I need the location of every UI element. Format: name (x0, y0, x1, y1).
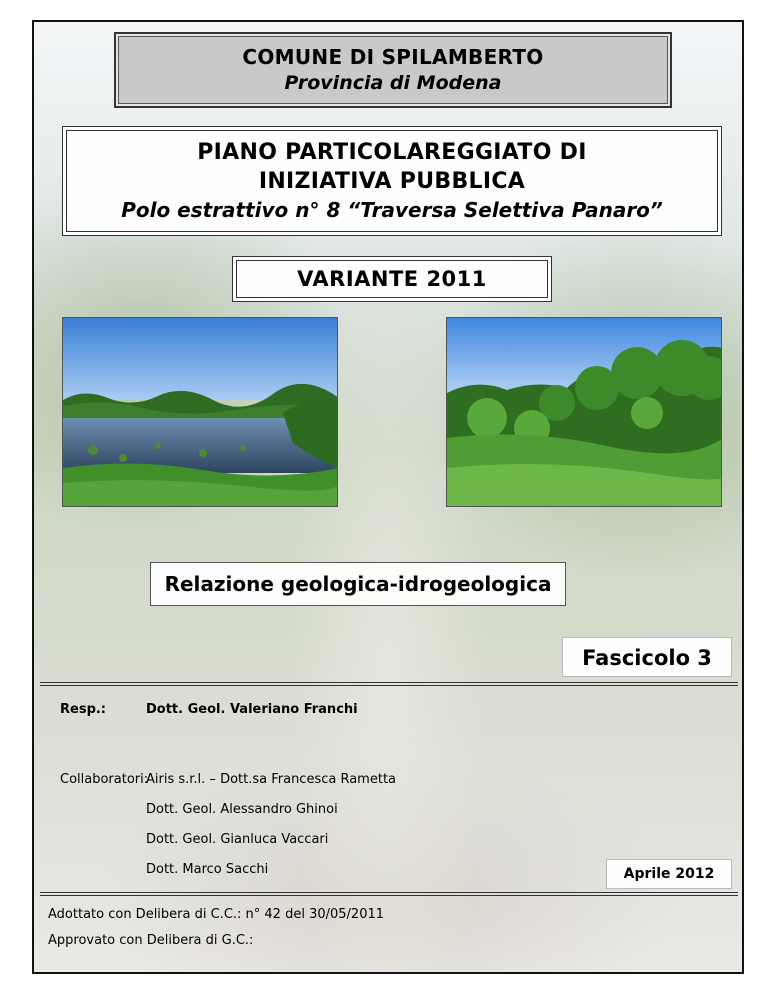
collaborator-name: Dott. Marco Sacchi (146, 861, 269, 877)
divider-bottom (40, 892, 738, 896)
collaborator-name: Airis s.r.l. – Dott.sa Francesca Rametta (146, 771, 397, 787)
approval-resolution: Approvato con Delibera di G.C.: (48, 933, 254, 948)
adoption-resolution: Adottato con Delibera di C.C.: n° 42 del 30/05/2011 (48, 907, 385, 922)
variant-label: VARIANTE 2011 (232, 256, 552, 302)
municipality-header (114, 32, 672, 108)
report-title: Relazione geologica-idrogeologica (150, 562, 566, 606)
cover-page (32, 20, 744, 974)
province-name: Provincia di Modena (284, 72, 502, 94)
report-date: Aprile 2012 (606, 859, 732, 889)
collaborator-name: Dott. Geol. Gianluca Vaccari (146, 831, 329, 847)
responsible-label: Resp.: (60, 701, 107, 717)
resolutions-section (48, 902, 384, 954)
plan-subtitle: Polo estrattivo n° 8 “Traversa Selettiva Panaro” (121, 198, 663, 222)
responsible-name: Dott. Geol. Valeriano Franchi (146, 701, 358, 717)
divider-top (40, 682, 738, 686)
forest-photo (446, 317, 722, 507)
lake-photo (62, 317, 338, 507)
plan-title-line1: PIANO PARTICOLAREGGIATO DI (197, 140, 587, 165)
collaborator-row (60, 794, 720, 824)
collaborator-row (60, 824, 720, 854)
collaborator-name: Dott. Geol. Alessandro Ghinoi (146, 801, 338, 817)
collaborators-label: Collaboratori: (60, 771, 149, 787)
responsible-row (60, 694, 720, 724)
plan-title-line2: INIZIATIVA PUBBLICA (258, 169, 526, 194)
volume-label: Fascicolo 3 (562, 637, 732, 677)
plan-title-box (62, 126, 722, 236)
staff-section (60, 694, 720, 884)
collaborator-row (60, 764, 720, 794)
municipality-name: COMUNE DI SPILAMBERTO (242, 45, 544, 69)
